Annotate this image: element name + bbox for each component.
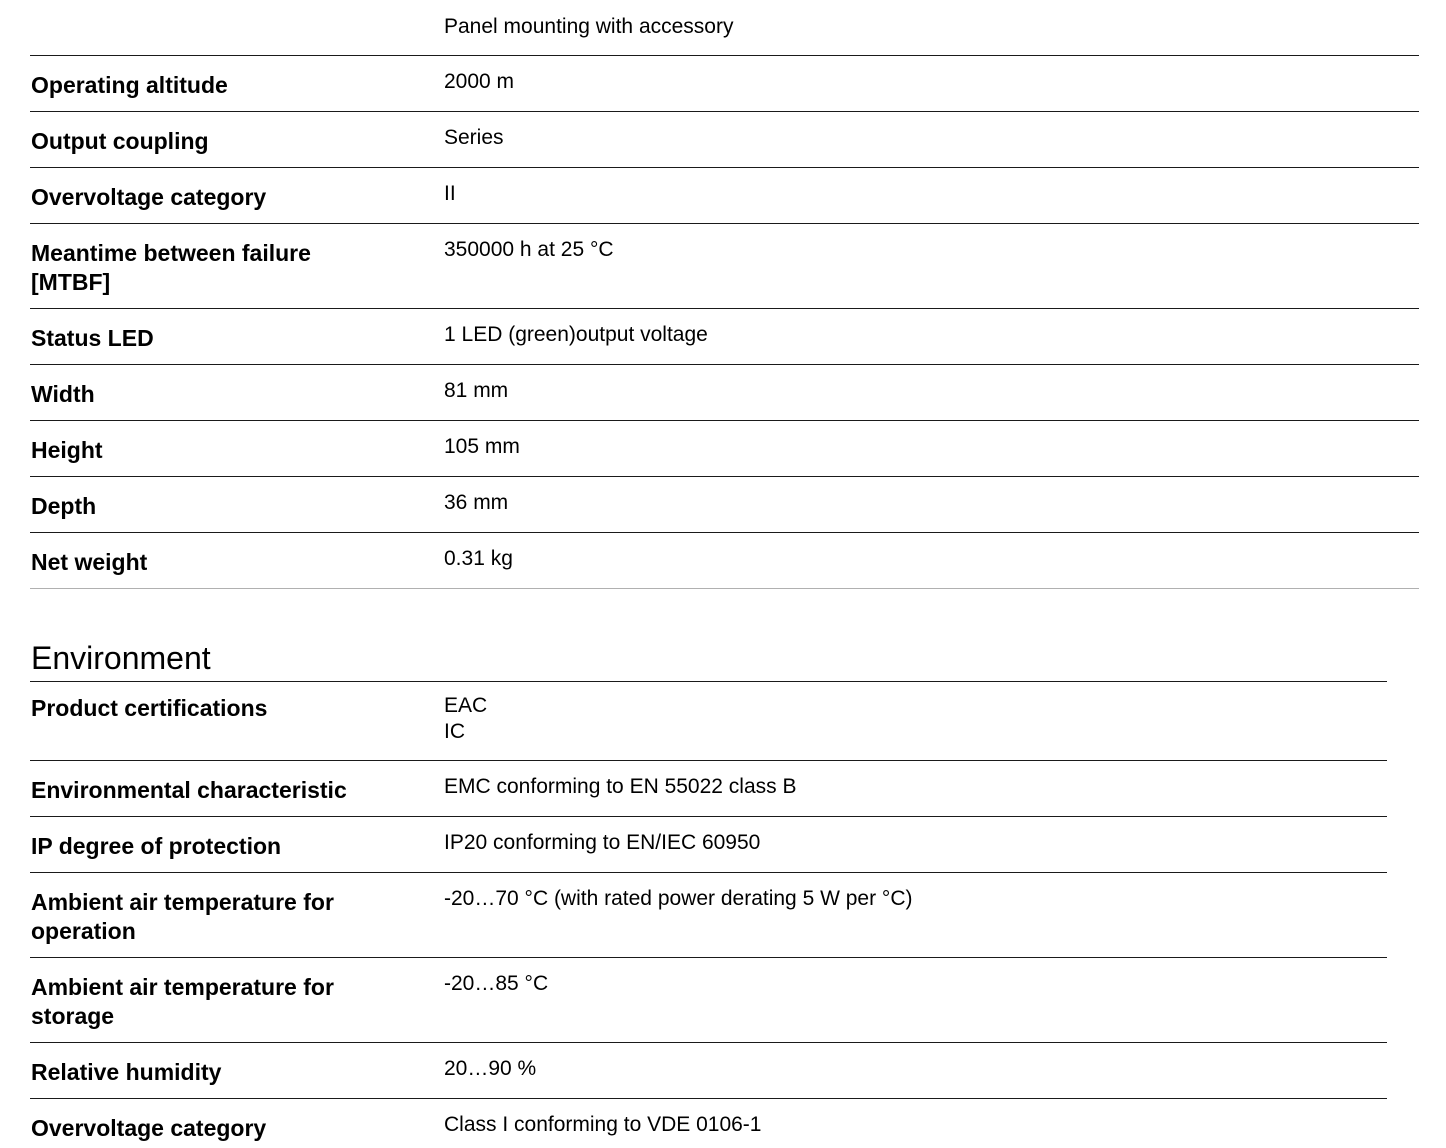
spec-label: Width	[31, 381, 95, 407]
env-label: Overvoltage category	[31, 1115, 267, 1141]
env-label: Relative humidity	[31, 1059, 222, 1085]
env-value-line: EAC	[444, 694, 488, 717]
env-value	[444, 830, 1404, 856]
spec-label: Net weight	[31, 549, 148, 575]
env-value-line: Class I conforming to VDE 0106-1	[444, 1113, 762, 1136]
env-value	[444, 774, 1404, 800]
spec-value: 36 mm	[444, 491, 509, 514]
env-value-line: IC	[444, 720, 465, 743]
spec-label: Output coupling	[31, 128, 209, 154]
spec-row-status-led	[30, 308, 1419, 364]
env-row-ip-degree-of-protection	[30, 816, 1387, 872]
env-row-ambient-temp-operation	[30, 872, 1387, 957]
spec-row-width	[30, 364, 1419, 420]
spec-label: Overvoltage category	[31, 184, 267, 210]
spec-row-mtbf	[30, 223, 1419, 308]
spec-row-output-coupling	[30, 111, 1419, 167]
spec-label: Operating altitude	[31, 72, 228, 98]
env-value	[444, 693, 1404, 745]
env-value-line: 20…90 %	[444, 1057, 537, 1080]
spec-label: Status LED	[31, 325, 154, 351]
env-row-overvoltage-category	[30, 1098, 1387, 1148]
spec-label: Height	[31, 437, 103, 463]
spec-row-net-weight	[30, 532, 1419, 589]
spec-value: Series	[444, 126, 504, 149]
env-row-environmental-characteristic	[30, 760, 1387, 816]
env-label: Ambient air temperature for storage	[31, 974, 334, 1029]
environment-table	[30, 681, 1387, 1148]
env-value-line: IP20 conforming to EN/IEC 60950	[444, 831, 761, 854]
env-value-line: -20…70 °C (with rated power derating 5 W per °C)	[444, 887, 913, 910]
spec-value: 105 mm	[444, 435, 520, 458]
spec-label: Depth	[31, 493, 97, 519]
specifications-table	[30, 55, 1419, 589]
env-row-relative-humidity	[30, 1042, 1387, 1098]
env-value-line: -20…85 °C	[444, 972, 549, 995]
env-label: Ambient air temperature for operation	[31, 889, 334, 944]
env-label: Product certifications	[31, 695, 268, 721]
env-label: IP degree of protection	[31, 833, 282, 859]
spec-value: 1 LED (green)output voltage	[444, 323, 708, 346]
section-title-environment: Environment	[31, 640, 211, 676]
env-label: Environmental characteristic	[31, 777, 347, 803]
env-value	[444, 971, 1404, 997]
spec-row-operating-altitude	[30, 55, 1419, 111]
spec-row-depth	[30, 476, 1419, 532]
spec-value: 2000 m	[444, 70, 515, 93]
env-row-product-certifications	[30, 681, 1387, 760]
spec-row-height	[30, 420, 1419, 476]
spec-label: Meantime between failure [MTBF]	[31, 240, 311, 295]
carry-over-value: Panel mounting with accessory	[444, 15, 734, 38]
env-row-ambient-temp-storage	[30, 957, 1387, 1042]
spec-value: II	[444, 182, 456, 205]
env-value	[444, 886, 1404, 912]
env-value-line: EMC conforming to EN 55022 class B	[444, 775, 797, 798]
spec-value: 81 mm	[444, 379, 509, 402]
env-value	[444, 1112, 1404, 1138]
spec-value: 0.31 kg	[444, 547, 513, 570]
env-value	[444, 1056, 1404, 1082]
spec-value: 350000 h at 25 °C	[444, 238, 614, 261]
spec-row-overvoltage-category	[30, 167, 1419, 223]
